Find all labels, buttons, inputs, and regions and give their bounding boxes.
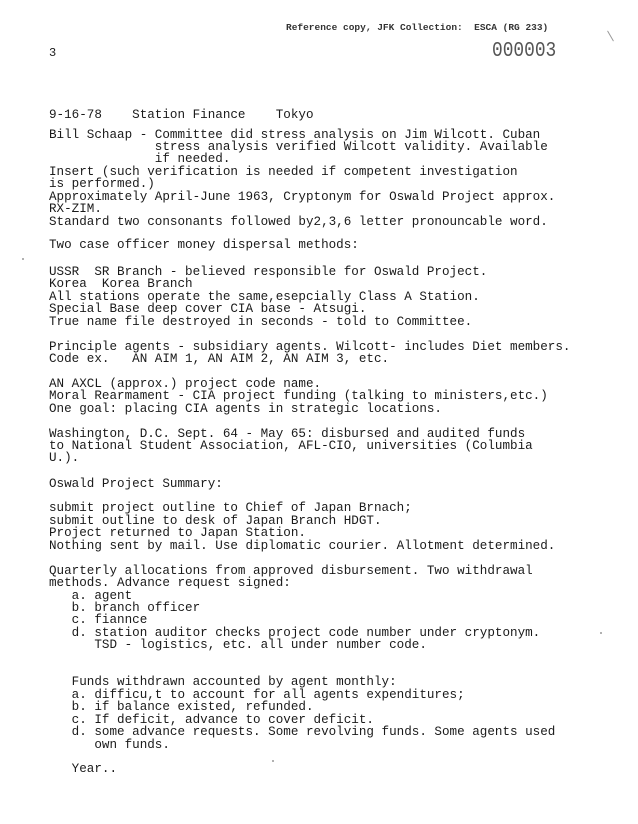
text-line: c. fiannce — [49, 613, 148, 627]
text-line: Funds withdrawn accounted by agent monthly: — [49, 675, 397, 689]
text-line: submit project outline to Chief of Japan Brnach; — [49, 501, 412, 515]
scan-mark — [607, 31, 614, 42]
text-line: Insert (such verification is needed if competent investigation — [49, 165, 518, 179]
text-line: Moral Rearmament - CIA project funding (talking to ministers,etc.) — [49, 389, 548, 403]
text-line: One goal: placing CIA agents in strategic locations. — [49, 402, 442, 416]
text-line: methods. Advance request signed: — [49, 576, 291, 590]
text-line: Code ex. AN AIM 1, AN AIM 2, AN AIM 3, etc. — [49, 352, 390, 366]
text-line: Two case officer money dispersal methods: — [49, 238, 359, 252]
text-line: Special Base deep cover CIA base - Atsugi. — [49, 302, 367, 316]
text-line: is performed.) — [49, 177, 155, 191]
text-line: RX-ZIM. — [49, 202, 102, 216]
text-line: Quarterly allocations from approved disbursement. Two withdrawal — [49, 564, 533, 578]
page-number: 3 — [49, 46, 57, 60]
document-number: 000003 — [492, 40, 557, 63]
text-line: Nothing sent by mail. Use diplomatic courier. Allotment determined. — [49, 539, 556, 553]
text-line: U.). — [49, 451, 80, 465]
text-line: b. if balance existed, refunded. — [49, 700, 314, 714]
text-line: to National Student Association, AFL-CIO, universities (Columbia — [49, 439, 533, 453]
text-line: if needed. — [49, 152, 231, 166]
scan-mark — [22, 258, 24, 260]
text-line: Approximately April-June 1963, Cryptonym for Oswald Project approx. — [49, 190, 556, 204]
text-line: Principle agents - subsidiary agents. Wilcott- includes Diet members. — [49, 340, 571, 354]
text-line: Washington, D.C. Sept. 64 - May 65: disbursed and audited funds — [49, 427, 526, 441]
text-line: Bill Schaap - Committee did stress analysis on Jim Wilcott. Cuban — [49, 128, 541, 142]
text-line: a. agent — [49, 589, 133, 603]
text-line: TSD - logistics, etc. all under number code. — [49, 638, 427, 652]
text-line: c. If deficit, advance to cover deficit. — [49, 713, 374, 727]
text-line: submit outline to desk of Japan Branch HDGT. — [49, 514, 382, 528]
text-line: stress analysis verified Wilcott validity. Available — [49, 140, 548, 154]
text-line: b. branch officer — [49, 601, 201, 615]
text-line: Standard two consonants followed by2,3,6 letter pronouncable word. — [49, 215, 548, 229]
text-line: a. difficu,t to account for all agents expenditures; — [49, 688, 465, 702]
text-line: own funds. — [49, 738, 170, 752]
text-line: Year.. — [49, 762, 118, 776]
scan-mark — [600, 632, 602, 634]
text-line: True name file destroyed in seconds - told to Committee. — [49, 315, 473, 329]
reference-stamp: Reference copy, JFK Collection: ESCA (RG 233) — [286, 22, 549, 33]
scan-mark — [272, 760, 274, 762]
text-line: Korea Korea Branch — [49, 277, 193, 291]
text-line: d. some advance requests. Some revolving funds. Some agents used — [49, 725, 556, 739]
text-line: AN AXCL (approx.) project code name. — [49, 377, 322, 391]
text-line: d. station auditor checks project code number under cryptonym. — [49, 626, 541, 640]
text-line: Oswald Project Summary: — [49, 477, 223, 491]
text-line: Project returned to Japan Station. — [49, 526, 306, 540]
text-line: USSR SR Branch - believed responsible for Oswald Project. — [49, 265, 488, 279]
text-line: 9-16-78 Station Finance Tokyo — [49, 108, 314, 122]
text-line: All stations operate the same,esepcially Class A Station. — [49, 290, 480, 304]
